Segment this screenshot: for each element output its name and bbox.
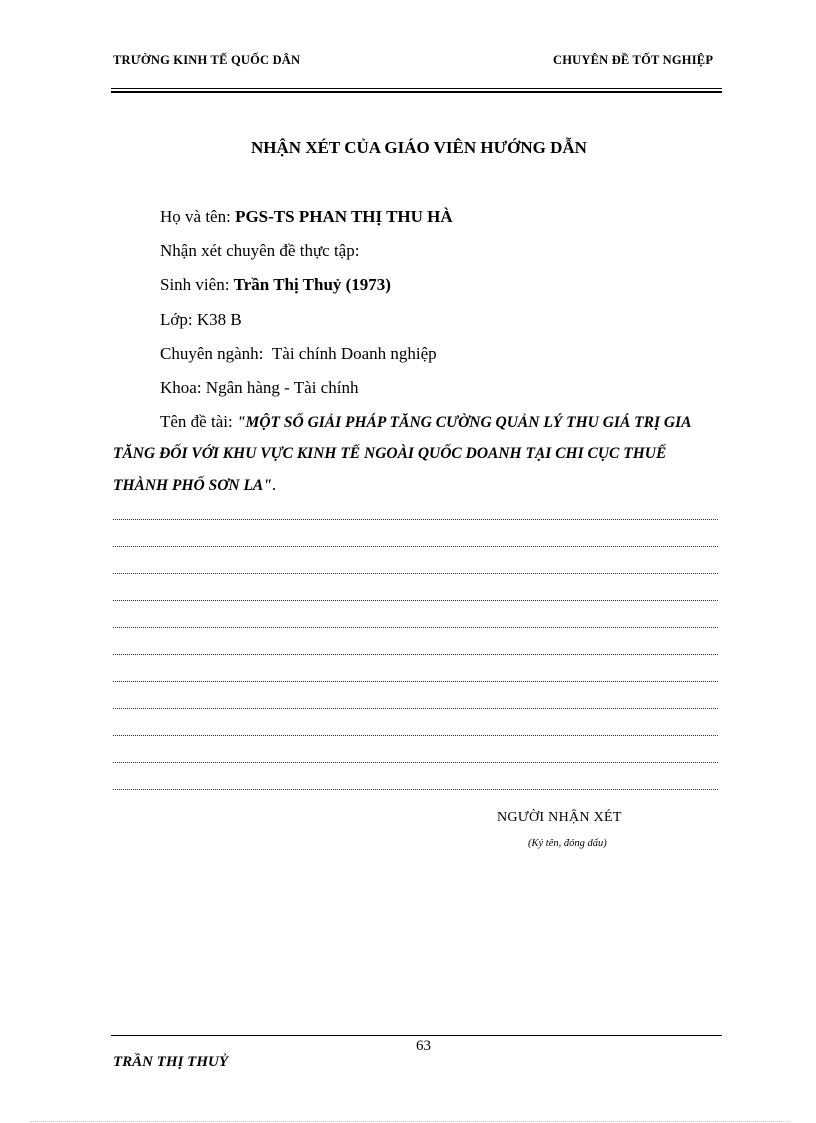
major-line bbox=[160, 344, 437, 364]
advisor-name: PGS-TS PHAN THỊ THU HÀ bbox=[235, 207, 453, 226]
student-line bbox=[160, 275, 391, 295]
comment-dotted-line bbox=[113, 681, 718, 682]
topic-label: Tên đề tài: bbox=[160, 412, 233, 431]
header-rule-thick bbox=[111, 91, 722, 93]
major-label: Chuyên ngành: bbox=[160, 344, 264, 363]
advisor-line bbox=[160, 207, 453, 227]
signature-title: NGƯỜI NHẬN XÉT bbox=[497, 810, 622, 825]
comment-dotted-line bbox=[113, 789, 718, 790]
student-label: Sinh viên: bbox=[160, 275, 230, 294]
comment-dotted-line bbox=[113, 654, 718, 655]
comment-line bbox=[160, 241, 359, 261]
faculty-value: Ngân hàng - Tài chính bbox=[205, 378, 359, 397]
footer-author: TRẦN THỊ THUỶ bbox=[113, 1054, 228, 1070]
student-name: Trần Thị Thuỷ (1973) bbox=[233, 275, 391, 294]
faculty-label: Khoa: bbox=[160, 378, 202, 397]
class-label: Lớp: bbox=[160, 310, 193, 329]
comment-dotted-line bbox=[113, 735, 718, 736]
topic-text-line1: "MỘT SỐ GIẢI PHÁP TĂNG CƯỜNG QUẢN LÝ THU GIÁ TRỊ GIA bbox=[236, 414, 692, 431]
comment-dotted-line bbox=[113, 519, 718, 520]
comment-dotted-line bbox=[113, 627, 718, 628]
page-title: NHẬN XÉT CỦA GIÁO VIÊN HƯỚNG DẪN bbox=[251, 138, 587, 157]
comment-dotted-line bbox=[113, 708, 718, 709]
page-number: 63 bbox=[416, 1038, 431, 1054]
header-rule-thin bbox=[111, 88, 722, 89]
comment-dotted-line bbox=[113, 546, 718, 547]
comment-dotted-line bbox=[113, 762, 718, 763]
header-school-name: TRƯỜNG KINH TẾ QUỐC DÂN bbox=[113, 53, 301, 67]
comment-dotted-line bbox=[113, 573, 718, 574]
footer-rule bbox=[111, 1035, 722, 1036]
advisor-label: Họ và tên: bbox=[160, 207, 231, 226]
faculty-line bbox=[160, 378, 358, 398]
class-value: K38 B bbox=[196, 310, 242, 329]
topic-text-line3: THÀNH PHỐ SƠN LA" bbox=[113, 477, 272, 494]
page-bottom-border bbox=[30, 1121, 790, 1122]
class-line bbox=[160, 310, 242, 330]
major-value: Tài chính Doanh nghiệp bbox=[271, 344, 437, 363]
comment-label: Nhận xét chuyên đề thực tập: bbox=[160, 241, 360, 260]
header-document-type: CHUYÊN ĐỀ TỐT NGHIỆP bbox=[553, 53, 714, 67]
topic-end-period: . bbox=[271, 475, 277, 494]
topic-text-line3-wrap bbox=[113, 475, 276, 496]
comment-dotted-line bbox=[113, 600, 718, 601]
topic-line bbox=[160, 412, 691, 433]
topic-text-line2: TĂNG ĐỐI VỚI KHU VỰC KINH TẾ NGOÀI QUỐC DOANH TẠI CHI CỤC THUẾ bbox=[113, 445, 667, 462]
signature-note: (Ký tên, đóng dấu) bbox=[528, 838, 607, 849]
